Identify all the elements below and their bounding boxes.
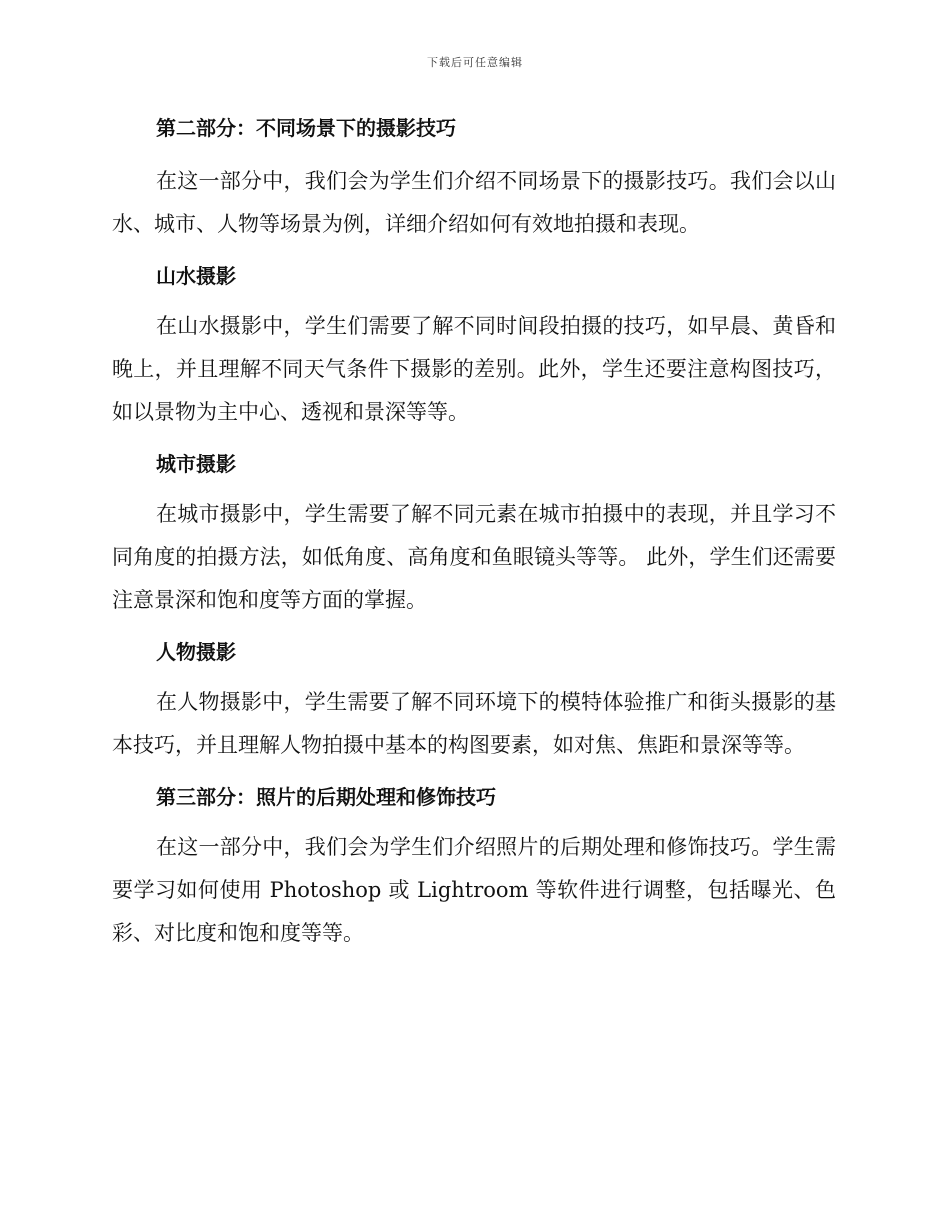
- section-paragraph-part-three: 在这一部分中，我们会为学生们介绍照片的后期处理和修饰技巧。学生需要学习如何使用 Photoshop 或 Lightroom 等软件进行调整，包括曝光、色彩、对比度和饱和度等等。: [112, 835, 836, 945]
- section-paragraph-portrait: 在人物摄影中，学生需要了解不同环境下的模特体验推广和街头摄影的基本技巧，并且理解人物拍摄中基本的构图要素，如对焦、焦距和景深等等。: [112, 690, 836, 757]
- section-heading-portrait: 人物摄影: [156, 640, 236, 664]
- page-header: 下载后可任意编辑: [427, 56, 523, 69]
- section-heading-landscape: 山水摄影: [156, 264, 236, 288]
- section-paragraph-part-two: 在这一部分中，我们会为学生们介绍不同场景下的摄影技巧。我们会以山水、城市、人物等场景为例，详细介绍如何有效地拍摄和表现。: [112, 169, 836, 236]
- section-paragraph-landscape: 在山水摄影中，学生们需要了解不同时间段拍摄的技巧，如早晨、黄昏和晚上，并且理解不同天气条件下摄影的差别。此外，学生还要注意构图技巧，如以景物为主中心、透视和景深等等。: [112, 314, 836, 424]
- section-heading-city: 城市摄影: [156, 452, 236, 476]
- section-heading-part-two: 第二部分：不同场景下的摄影技巧: [156, 116, 456, 140]
- section-heading-part-three: 第三部分：照片的后期处理和修饰技巧: [156, 785, 496, 809]
- document-body: [112, 108, 836, 965]
- section-paragraph-city: 在城市摄影中，学生需要了解不同元素在城市拍摄中的表现，并且学习不同角度的拍摄方法，如低角度、高角度和鱼眼镜头等等。 此外，学生们还需要注意景深和饱和度等方面的掌握。: [112, 502, 836, 612]
